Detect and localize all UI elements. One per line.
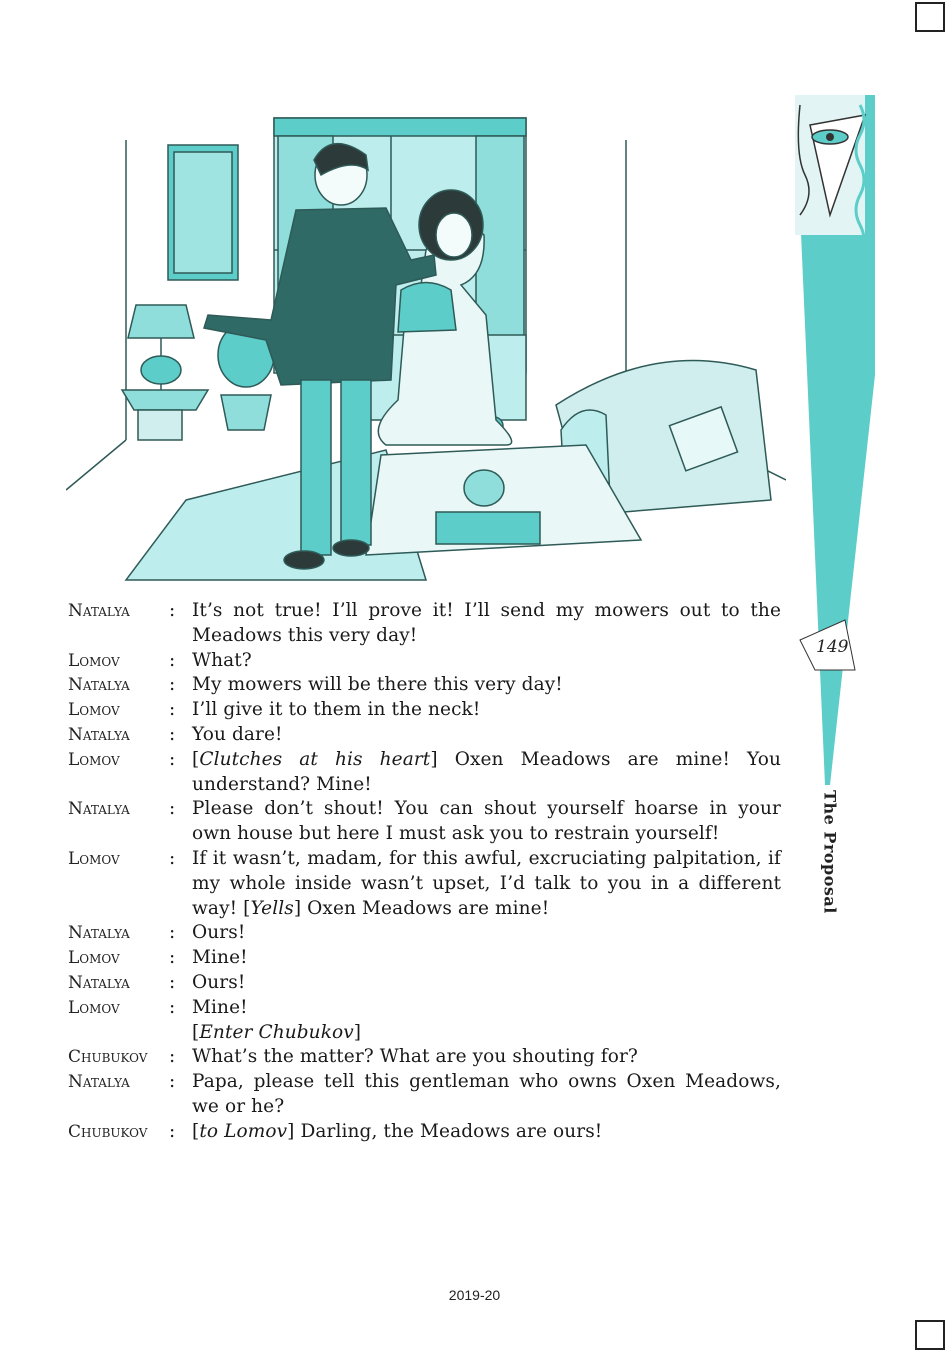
speech-text — [192, 673, 781, 698]
speech-part: Ours! — [192, 971, 246, 993]
speech-part: Oxen Meadows are mine! — [301, 897, 550, 919]
dialogue-line — [68, 996, 783, 1021]
speaker-name: Natalya — [68, 675, 130, 696]
speech-part: What? — [192, 649, 252, 671]
dialogue-line — [68, 921, 783, 946]
speech-part: Mine! — [192, 947, 248, 969]
speech-part: ] — [430, 748, 438, 770]
stage-direction: Enter Chubukov — [199, 1021, 354, 1043]
speech-part: ] — [353, 1021, 362, 1043]
dialogue-line — [68, 698, 783, 723]
dialogue-line — [68, 847, 783, 921]
running-title: The Proposal — [820, 790, 840, 914]
speaker-name: Lomov — [68, 650, 120, 671]
speech-part: [ — [192, 748, 200, 770]
speech-part: Darling, the Meadows are ours! — [294, 1120, 603, 1142]
speaker-colon: : — [169, 1071, 176, 1093]
speech-part: Ours! — [192, 922, 246, 944]
speech-text — [192, 847, 781, 921]
dialogue-line — [68, 1120, 783, 1145]
dialogue-line — [68, 723, 783, 748]
speaker-name: Lomov — [68, 848, 120, 869]
speaker-name: Lomov — [68, 749, 120, 770]
stage-direction: Yells — [250, 897, 294, 919]
dialogue-line — [68, 1021, 783, 1046]
speaker-colon: : — [169, 748, 176, 770]
speech-text — [192, 1045, 781, 1070]
speaker-name: Lomov — [68, 700, 120, 721]
dialogue-line — [68, 1070, 783, 1120]
speaker-colon: : — [169, 1120, 176, 1142]
speech-text — [192, 649, 781, 674]
speech-text — [192, 797, 781, 847]
dialogue-line — [68, 673, 783, 698]
speaker-colon: : — [169, 798, 176, 820]
speaker-name: Natalya — [68, 724, 130, 745]
speech-text — [192, 946, 781, 971]
speaker-colon: : — [169, 600, 176, 621]
speech-part: Please don’t shout! You can shout yourself hoarse in your own house but here I must ask you to restrain yourself! — [192, 798, 781, 845]
speech-text — [192, 748, 781, 798]
speaker-name: Natalya — [68, 972, 130, 993]
page-number: 149 — [816, 637, 849, 657]
crop-mark-bottom-right — [915, 1320, 945, 1350]
speech-text — [192, 971, 781, 996]
speech-part: Mine! — [192, 996, 248, 1018]
speaker-colon: : — [169, 674, 176, 696]
speech-part: I’ll give it to them in the neck! — [192, 699, 481, 721]
speaker-colon: : — [169, 922, 176, 944]
speech-text — [192, 698, 781, 723]
speaker-colon: : — [169, 947, 176, 969]
dialogue-line — [68, 599, 783, 649]
speech-part: You dare! — [192, 723, 283, 745]
speech-part: [ — [192, 1120, 200, 1142]
speaker-name: Lomov — [68, 997, 120, 1018]
speech-text — [192, 921, 781, 946]
speech-part: Papa, please tell this gentleman who owns Oxen Meadows, we or he? — [192, 1071, 781, 1117]
speech-part: It’s not true! I’ll prove it! I’ll send my mowers out to the Meadows this very day! — [192, 600, 781, 646]
dialogue-line — [68, 946, 783, 971]
speech-text — [192, 996, 781, 1021]
speaker-colon: : — [169, 649, 176, 671]
speech-text — [192, 1120, 781, 1145]
speech-text — [192, 723, 781, 748]
speaker-name: Lomov — [68, 948, 120, 969]
speech-part: What’s the matter? What are you shouting for? — [192, 1046, 638, 1068]
speech-part: ] — [287, 1120, 295, 1142]
crop-mark-top-right — [915, 2, 945, 32]
speaker-colon: : — [169, 1046, 176, 1068]
dialogue-line — [68, 1045, 783, 1070]
speaker-colon: : — [169, 723, 176, 745]
dialogue-line — [68, 649, 783, 674]
speaker-name: Chubukov — [68, 1047, 148, 1068]
speaker-name: Chubukov — [68, 1121, 148, 1142]
speaker-colon: : — [169, 971, 176, 993]
speech-text — [192, 1070, 781, 1120]
speech-part: ] — [293, 897, 302, 919]
speaker-name: Natalya — [68, 601, 130, 621]
illustration-drawing-room — [66, 100, 786, 585]
footer-year: 2019-20 — [448, 1287, 501, 1303]
dialogue-block — [68, 599, 783, 1145]
speaker-colon: : — [169, 996, 176, 1018]
dialogue-line — [68, 748, 783, 798]
stage-direction: to Lomov — [199, 1120, 288, 1142]
speech-part: My mowers will be there this very day! — [192, 674, 563, 696]
stage-direction: Clutches at his heart — [199, 748, 431, 770]
speaker-name: Natalya — [68, 1072, 130, 1093]
speaker-colon: : — [169, 699, 176, 721]
speech-text — [192, 599, 781, 649]
speech-part: If it wasn’t, madam, for this awful, excruciating palpitation, if my whole inside wasn’t upset, I’d talk to you in a different way! [ — [192, 847, 781, 919]
side-decorative-band — [790, 95, 885, 795]
dialogue-line — [68, 971, 783, 996]
dialogue-line — [68, 797, 783, 847]
speech-text — [192, 1021, 781, 1046]
speaker-colon: : — [169, 847, 176, 869]
speech-part: [ — [192, 1021, 200, 1043]
speaker-name: Natalya — [68, 923, 130, 944]
speaker-name: Natalya — [68, 799, 130, 820]
speech-part: Oxen Meadows are mine! You understand? Mine! — [192, 748, 781, 795]
